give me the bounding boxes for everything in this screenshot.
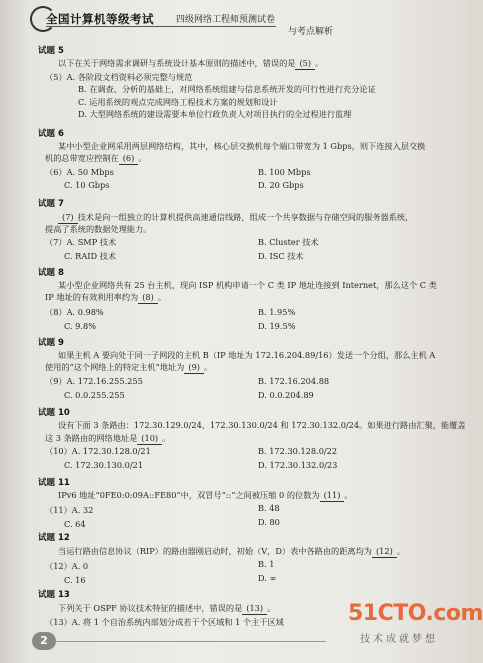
answer-blank: (5) bbox=[295, 58, 315, 70]
answer-option: D. ∞ bbox=[258, 573, 277, 583]
answer-option: D. ISC 技术 bbox=[258, 251, 304, 261]
question-text: 设有下面 3 条路由：172.30.129.0/24、172.30.130.0/24 和 172.30.132.0/24。如果进行路由汇聚，能覆盖 bbox=[58, 420, 466, 430]
answer-option: C. 64 bbox=[64, 519, 86, 529]
answer-option: （5）A. 各阶段文档资料必须完整与规范 bbox=[45, 72, 193, 82]
question-heading: 试题 10 bbox=[38, 408, 70, 418]
header-divider bbox=[46, 26, 276, 27]
answer-option: D. 172.30.132.0/23 bbox=[258, 460, 338, 470]
answer-option: （11）A. 32 bbox=[45, 505, 94, 515]
answer-option: C. 9.8% bbox=[64, 321, 96, 331]
question-text: 某小型企业网络共有 25 台主机，现向 ISP 机构申请一个 C 类 IP 地址连接到 Internet，那么这个 C 类 bbox=[58, 280, 437, 290]
answer-option: （7）A. SMP 技术 bbox=[45, 237, 117, 247]
answer-option: （12）A. 0 bbox=[45, 561, 89, 571]
answer-option: D. 0.0.204.89 bbox=[258, 390, 314, 400]
answer-option: B. 1.95% bbox=[258, 307, 296, 317]
question-heading: 试题 13 bbox=[38, 590, 70, 600]
answer-option: C. 172.30.130.0/21 bbox=[64, 460, 144, 470]
watermark-slogan: 技术成就梦想 bbox=[360, 634, 438, 645]
question-text: (7) 技术是向一组独立的计算机提供高速通信线路，组成一个共享数据与存储空间的服务器系统， bbox=[58, 212, 413, 224]
answer-option: （6）A. 50 Mbps bbox=[45, 167, 114, 177]
question-heading: 试题 6 bbox=[38, 129, 64, 139]
answer-option: C. 16 bbox=[64, 575, 86, 585]
question-heading: 试题 11 bbox=[38, 478, 70, 488]
book-title: 四级网络工程师预测试卷 bbox=[176, 15, 276, 25]
question-text: IP 地址的有效利用率约为 (8) 。 bbox=[45, 292, 167, 302]
answer-blank: (8) bbox=[138, 292, 158, 304]
exam-title: 全国计算机等级考试 bbox=[46, 12, 154, 26]
question-text: 提高了系统的数据处理能力。 bbox=[45, 224, 152, 234]
question-heading: 试题 9 bbox=[38, 338, 64, 348]
book-subtitle: 与考点解析 bbox=[288, 27, 334, 37]
answer-option: （10）A. 172.30.128.0/21 bbox=[45, 446, 151, 456]
question-text: 下列关于 OSPF 协议技术特征的描述中，错误的是 (13) 。 bbox=[58, 603, 276, 613]
question-text: 某中小型企业网采用两层网络结构，其中，核心层交换机每个端口带宽为 1 Gbps，则下连接入层交换 bbox=[58, 141, 426, 151]
question-text: 以下在关于网络需求调研与系统设计基本原则的描述中，错误的是 (5) 。 bbox=[58, 58, 324, 68]
answer-blank: (13) bbox=[242, 603, 267, 615]
question-text: 如果主机 A 要向处于同一子网段的主机 B（IP 地址为 172.16.204.89/16）发送一个分组，那么主机 A bbox=[58, 350, 436, 360]
answer-option: （13）A. 将 1 个自治系统内部划分成若干个区域和 1 个主干区域 bbox=[45, 617, 284, 627]
answer-blank: (12) bbox=[372, 546, 397, 558]
answer-blank: (7) bbox=[58, 212, 78, 224]
answer-option: D. 大型网络系统的建设需要本单位行政负责人对项目执行的全过程进行监理 bbox=[78, 109, 352, 119]
answer-option: B. 1 bbox=[258, 559, 275, 569]
answer-option: B. 48 bbox=[258, 503, 280, 513]
question-text: 这 3 条路由的网络地址是 (10) 。 bbox=[45, 433, 171, 443]
answer-option: （8）A. 0.98% bbox=[45, 307, 104, 317]
answer-option: B. 172.30.128.0/22 bbox=[258, 446, 338, 456]
answer-option: D. 20 Gbps bbox=[258, 180, 304, 190]
answer-option: C. 0.0.255.255 bbox=[64, 390, 125, 400]
question-heading: 试题 12 bbox=[38, 533, 70, 543]
question-heading: 试题 5 bbox=[38, 46, 64, 56]
answer-option: D. 80 bbox=[258, 517, 280, 527]
question-text: 当运行路由信息协议（RIP）的路由器刚启动时，初始（V，D）表中各路由的距离均为 (12) 。 bbox=[58, 546, 405, 556]
answer-option: B. 在调查、分析的基础上，对网络系统组建与信息系统开发的可行性进行充分论证 bbox=[78, 84, 376, 94]
answer-option: B. Cluster 技术 bbox=[258, 237, 319, 247]
question-text: 机的总带宽应控制在 (6) 。 bbox=[45, 153, 147, 163]
question-text: IPv6 地址“0FE0:0:09A::FE80”中，双冒号“::”之间被压缩 0 的位数为 (11) 。 bbox=[58, 490, 353, 500]
answer-blank: (9) bbox=[184, 362, 204, 374]
page-header bbox=[30, 4, 460, 38]
page-number: 2 bbox=[32, 632, 56, 650]
answer-option: B. 100 Mbps bbox=[258, 167, 311, 177]
question-text: 使用的“这个网络上的特定主机”地址为 (9) 。 bbox=[45, 362, 213, 372]
answer-option: C. RAID 技术 bbox=[64, 251, 117, 261]
answer-option: （9）A. 172.16.255.255 bbox=[45, 376, 143, 386]
footer-divider bbox=[56, 641, 326, 642]
answer-option: B. 172.16.204.88 bbox=[258, 376, 330, 386]
question-heading: 试题 7 bbox=[38, 199, 64, 209]
watermark-logo: 51CTO.com bbox=[348, 601, 483, 626]
answer-blank: (10) bbox=[137, 433, 162, 445]
question-heading: 试题 8 bbox=[38, 268, 64, 278]
answer-blank: (11) bbox=[320, 490, 345, 502]
answer-option: D. 19.5% bbox=[258, 321, 296, 331]
answer-option: C. 10 Gbps bbox=[64, 180, 110, 190]
answer-option: C. 运用系统的观点完成网络工程技术方案的规划和设计 bbox=[78, 97, 278, 107]
answer-blank: (6) bbox=[119, 153, 139, 165]
